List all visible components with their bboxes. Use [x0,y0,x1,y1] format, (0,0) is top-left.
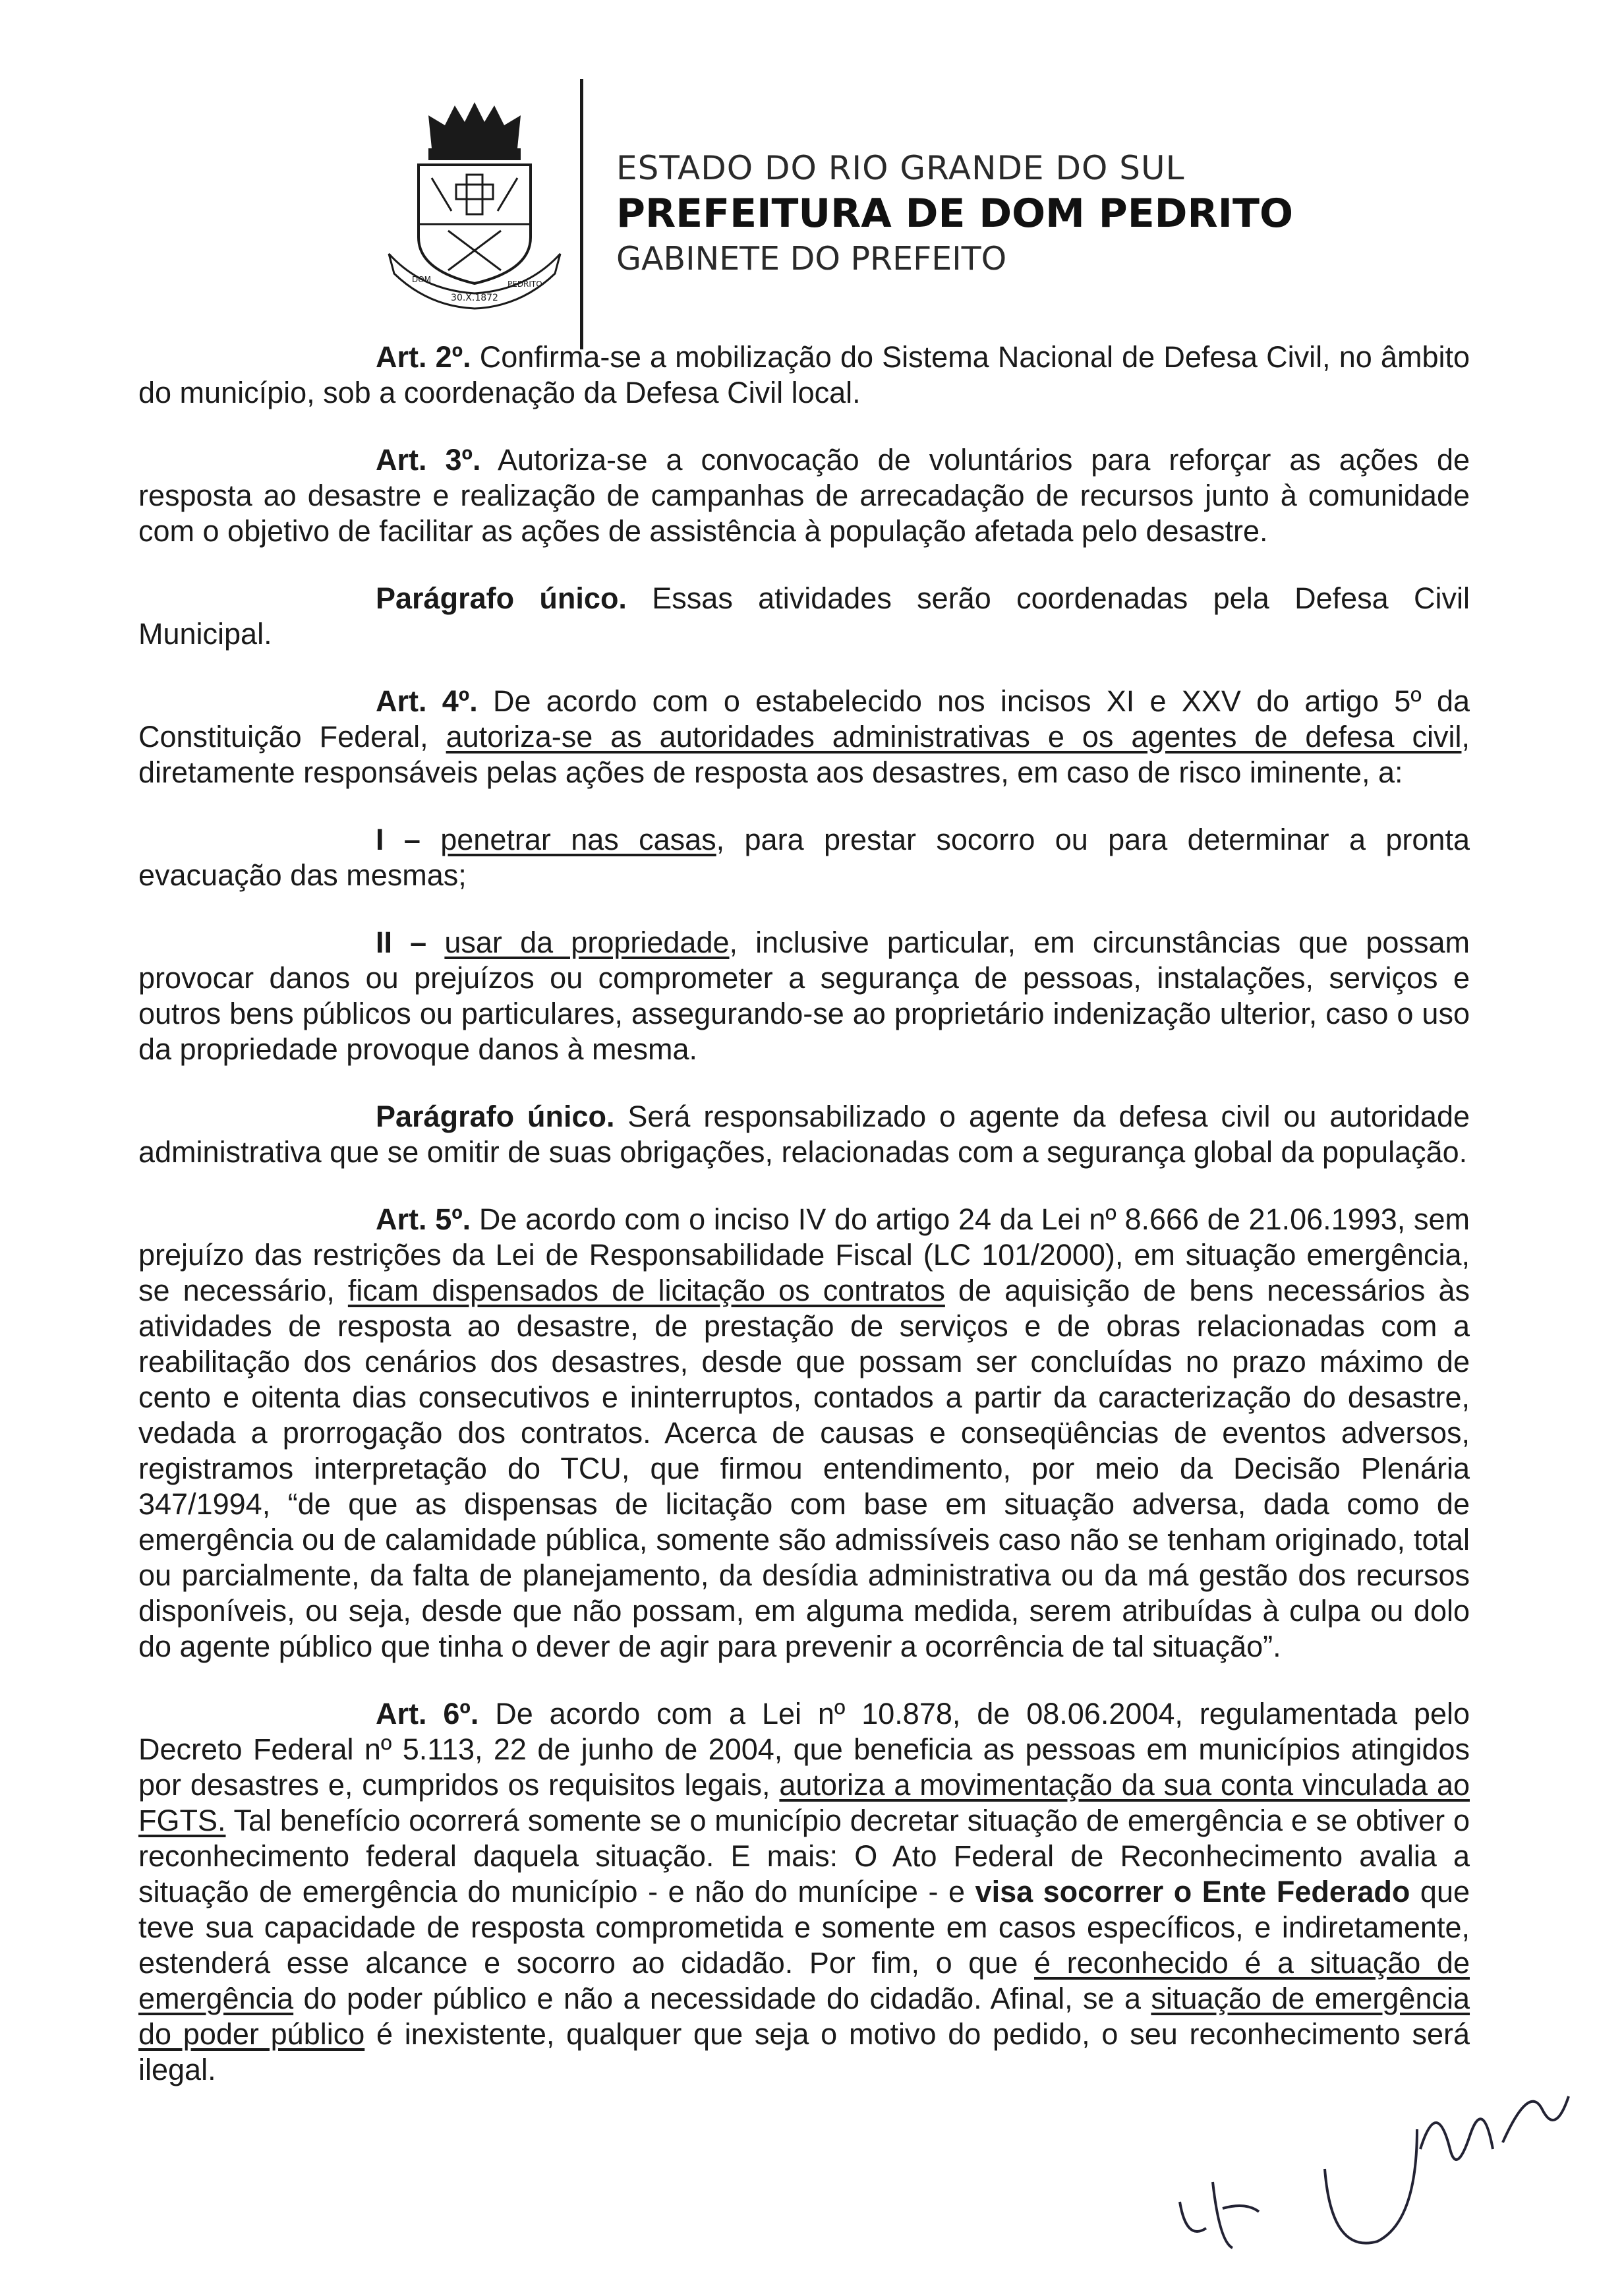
article-text: é inexistente, qualquer que seja o motivo do pedido, o seu reconhecimento será ilegal. [138,2017,1470,2086]
letterhead-text [616,148,1293,279]
paragraph-text: Será responsabilizado o agente da defesa civil ou autoridade administrativa que se omitir de suas obrigações, relacionadas com a segurança global da população. [138,1100,1470,1169]
article-text: de aquisição de bens necessários às atividades de resposta ao desastre, de prestação de serviços e de obras relacionadas com a reabilitação dos cenários dos desastres, desde que possam ser concluídas no prazo máximo de cento e oitenta dias consecutivos e ininterruptos, contados a partir da caracterização do desastre, vedada a prorrogação dos contratos. Acerca de causas e conseqüências de eventos adversos, registramos interpretação do TCU, que firmou entendimento, por meio da Decisão Plenária 347/1994, “de que as dispensas de licitação com base em situação adversa, dada como de emergência ou de calamidade pública, somente são admissíveis caso não se tenham originado, total ou parcialmente, da falta de planejamento, da desídia administrativa ou da má gestão dos recursos disponíveis, ou seja, desde que não possam, em alguma medida, serem atribuídas à culpa ou dolo do agente público que tinha o dever de agir para prevenir a ocorrência de tal situação”. [138,1274,1470,1663]
article-6 [138,1696,1470,2088]
underlined-text: autoriza-se as autoridades administrativas e os agentes de defesa civil [446,720,1462,753]
paragrafo-unico-2 [138,1099,1470,1170]
underlined-text: usar da propriedade [444,926,730,959]
article-text: De acordo com a Lei nº 10.878, de 08.06.2004, regulamentada pelo Decreto Federal nº 5.113, 22 de junho de 2004, que beneficia as pessoas em municípios atingidos por desastres e, cumpridos os requisitos legais, [138,1697,1470,1802]
inciso-1 [138,822,1470,893]
underlined-text: penetrar nas casas [440,823,716,856]
bold-text: visa socorrer o Ente Federado [975,1875,1410,1908]
paragrafo-unico-1 [138,581,1470,652]
article-text: , diretamente responsáveis pelas ações de resposta aos desastres, em caso de risco iminente, a: [138,720,1470,789]
gabinete-name: GABINETE DO PREFEITO [616,240,1007,278]
paragraph-label: Parágrafo único. [376,1100,615,1133]
underlined-text: situação de emergência do poder público [138,1982,1470,2051]
article-text: do poder público e não a necessidade do cidadão. Afinal, se a [293,1982,1151,2015]
article-label: Art. 3º. [376,443,481,477]
letterhead [382,86,1305,330]
article-text: De acordo com o inciso IV do artigo 24 da Lei nº 8.666 de 21.06.1993, sem prejuízo das restrições da Lei de Responsabilidade Fiscal (LC 101/2000), em situação emergência, se necessário, [138,1202,1470,1307]
document-body [138,339,1470,2119]
paragraph-label: Parágrafo único. [376,581,627,615]
inciso-2 [138,925,1470,1067]
state-name: ESTADO DO RIO GRANDE DO SUL [616,149,1185,187]
article-label: Art. 2º. [376,340,471,374]
article-label: Art. 6º. [376,1697,479,1730]
article-3 [138,442,1470,549]
svg-text:30.X.1872: 30.X.1872 [451,293,498,303]
paragraph-text: Essas atividades serão coordenadas pela Defesa Civil Municipal. [138,581,1470,651]
municipal-coat-of-arms [382,86,567,310]
article-5 [138,1202,1470,1665]
handwritten-signature [1160,2070,1582,2268]
article-label: Art. 5º. [376,1202,471,1236]
inciso-text: , inclusive particular, em circunstâncias que possam provocar danos ou prejuízos ou comprometer a segurança de pessoas, instalações, serviços e outros bens públicos ou particulares, assegurando-se ao proprietário indenização ulterior, caso o uso da propriedade provoque danos à mesma. [138,926,1470,1066]
article-4 [138,684,1470,790]
header-divider [580,79,583,349]
inciso-text: , para prestar socorro ou para determinar a pronta evacuação das mesmas; [138,823,1470,892]
underlined-text: ficam dispensados de licitação os contratos [347,1274,945,1307]
underlined-text: autoriza a movimentação da sua conta vinculada ao FGTS. [138,1768,1470,1837]
underlined-text: é reconhecido é a situação de emergência [138,1946,1470,2015]
inciso-label: II – [376,926,427,959]
inciso-label: I – [376,823,420,856]
article-text: De acordo com o estabelecido nos incisos XI e XXV do artigo 5º da Constituição Federal, [138,684,1470,753]
svg-text:DOM: DOM [412,275,432,284]
article-text: Confirma-se a mobilização do Sistema Nacional de Defesa Civil, no âmbito do município, sob a coordenação da Defesa Civil local. [138,340,1470,409]
article-text: Autoriza-se a convocação de voluntários para reforçar as ações de resposta ao desastre e realização de campanhas de arrecadação de recursos junto à comunidade com o objetivo de facilitar as ações de assistência à população afetada pelo desastre. [138,443,1470,548]
article-text: Tal benefício ocorrerá somente se o município decretar situação de emergência e se obtiver o reconhecimento federal daquela situação. E mais: O Ato Federal de Reconhecimento avalia a situação de emergência do município - e não do munícipe - e [138,1804,1470,1908]
article-2 [138,339,1470,411]
article-label: Art. 4º. [376,684,478,718]
article-text: que teve sua capacidade de resposta comprometida e somente em casos específicos, e indiretamente, estenderá esse alcance e socorro ao cidadão. Por fim, o que [138,1875,1470,1980]
prefeitura-name: PREFEITURA DE DOM PEDRITO [616,191,1293,237]
svg-text:PEDRITO: PEDRITO [508,280,542,289]
